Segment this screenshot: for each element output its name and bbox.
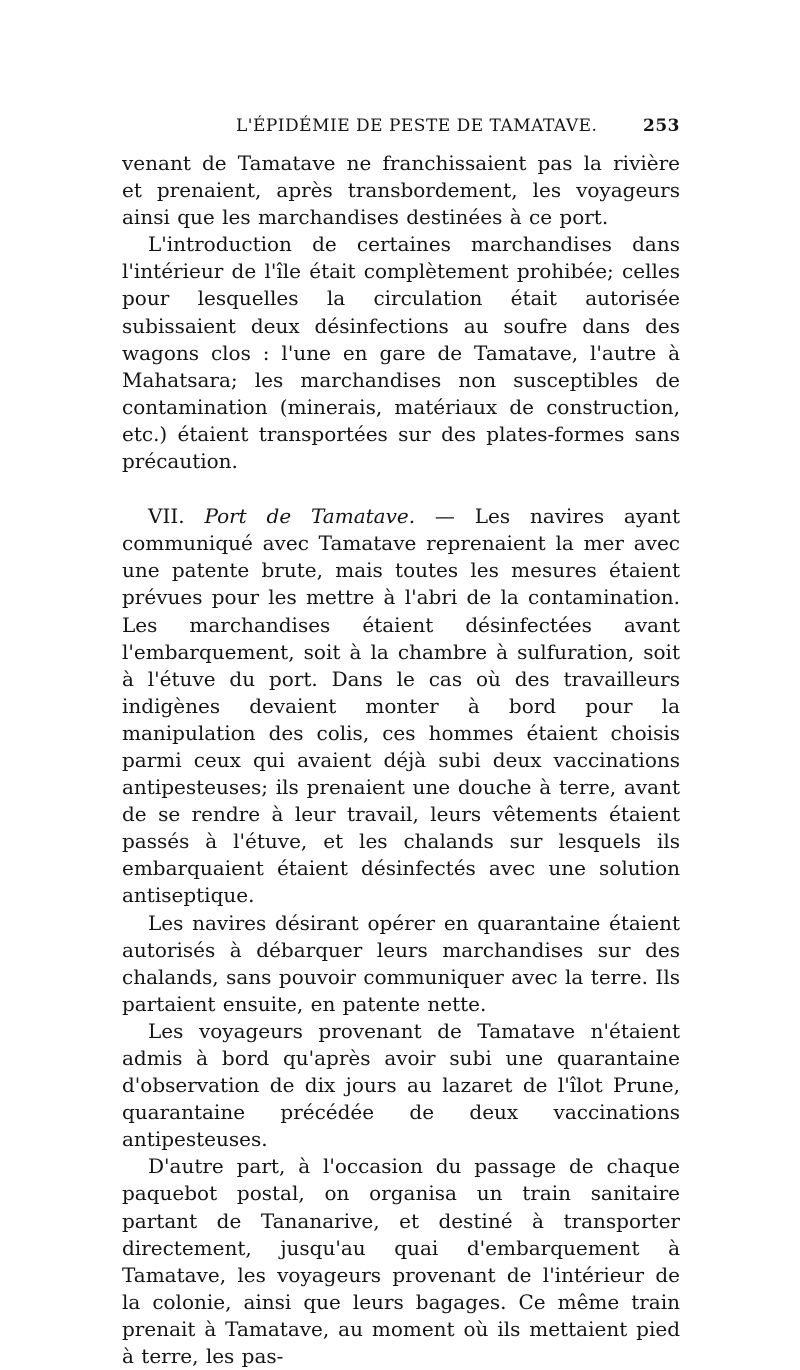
paragraph: L'introduction de certaines marchandises dans l'intérieur de l'île était complètement prohibée; celles pour lesquelles la circulation était autorisée subissaient deux désinfections au soufre dans des wagons clos : l'une en gare de Tamatave, l'autre à Mahatsara; les marchandises non susceptibles de contamination (minerais, matériaux de construction, etc.) étaient transportées sur des plates-formes sans précaution. — [122, 232, 680, 474]
page-number: 253 — [643, 116, 680, 136]
body-text — [122, 150, 680, 1370]
paragraph: D'autre part, à l'occasion du passage de chaque paquebot postal, on organisa un train sanitaire partant de Tananarive, et destiné à transporter directement, jusqu'au quai d'embarquement à Tamatave, les voyageurs provenant de l'intérieur de la colonie, ainsi que leurs bagages. Ce même train prenait à Tamatave, au moment où ils mettaient pied à terre, les pas- — [122, 1154, 680, 1369]
header-title: L'ÉPIDÉMIE DE PESTE DE TAMATAVE. — [236, 116, 598, 136]
paragraph: Les navires désirant opérer en quarantaine étaient autorisés à débarquer leurs marchandises sur des chalands, sans pouvoir communiquer avec la terre. Ils partaient ensuite, en patente nette. — [122, 910, 680, 1016]
book-page — [122, 116, 680, 1370]
section-number: VII. — [148, 504, 185, 529]
running-header — [122, 116, 680, 150]
section-paragraph-text: Les navires ayant communiqué avec Tamatave reprenaient la mer avec une patente brute, mais toutes les mesures étaient prévues pour les mettre à l'abri de la contamination. Les marchandises étaient désinfectées avant l'embarquement, soit à la chambre à sulfuration, soit à l'étuve du port. Dans le cas où des travailleurs indigènes devaient monter à bord pour la manipulation des colis, ces hommes étaient choisis parmi ceux qui avaient déjà subi deux vaccinations antipesteuses; ils prenaient une douche à terre, avant de se rendre à leur travail, leurs vêtements étaient passés à l'étuve, et les chalands sur lesquels ils embarquaient étaient désinfectés avec une solution antiseptique. — [122, 504, 680, 908]
paragraph-continued: venant de Tamatave ne franchissaient pas la rivière et prenaient, après transbordement, les voyageurs ainsi que les marchandises destinées à ce port. — [122, 151, 680, 230]
section-dash: — — [434, 504, 455, 529]
section-opening-paragraph — [122, 503, 680, 909]
paragraph: Les voyageurs provenant de Tamatave n'étaient admis à bord qu'après avoir subi une quarantaine d'observation de dix jours au lazaret de l'îlot Prune, quarantaine précédée de deux vaccinations antipesteuses. — [122, 1018, 680, 1152]
section-title: Port de Tamatave. — [204, 504, 416, 529]
